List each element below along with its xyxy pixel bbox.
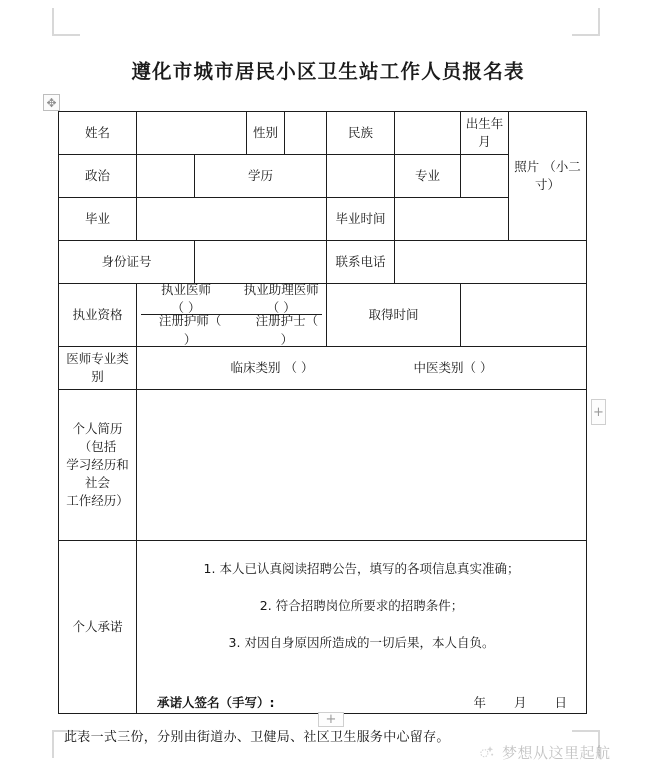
field-gender[interactable]: [285, 112, 327, 155]
label-education: 学历: [195, 155, 327, 198]
insert-row-handle-icon[interactable]: +: [318, 712, 344, 727]
field-political-status[interactable]: [137, 155, 195, 198]
label-political-status: 政治: [59, 155, 137, 198]
signature-date-fields[interactable]: [451, 694, 568, 712]
field-major[interactable]: [461, 155, 509, 198]
field-education[interactable]: [327, 155, 395, 198]
field-obtain-time[interactable]: [461, 284, 587, 347]
option-registered-nurse[interactable]: 注册护士（ ）: [255, 313, 319, 347]
label-signature: 承诺人签名（手写）:: [157, 695, 275, 711]
label-graduation-school: 毕业: [59, 198, 137, 241]
label-birth-date: 出生年月: [461, 112, 509, 155]
field-ethnicity[interactable]: [395, 112, 461, 155]
table-row-political-education: [59, 155, 587, 198]
option-clinical-category[interactable]: 临床类别 （ ）: [230, 359, 314, 375]
commitment-item-1: 1. 本人已认真阅读招聘公告，填写的各项信息真实准确；: [203, 561, 520, 576]
field-name[interactable]: [137, 112, 247, 155]
registration-form-table: [58, 111, 587, 714]
field-graduation-school[interactable]: [137, 198, 327, 241]
commitment-item-3: 3. 对因自身原因所造成的一切后果，本人自负。: [228, 635, 495, 651]
photo-label: 照片: [514, 158, 540, 174]
label-graduation-time: 毕业时间: [327, 198, 395, 241]
label-personal-resume: [59, 390, 137, 541]
label-phone: 联系电话: [327, 241, 395, 284]
table-row-basic-info: [59, 112, 587, 155]
photo-size-label: （小二寸）: [534, 158, 581, 192]
commitment-item-2: 2. 符合招聘岗位所要求的招聘条件；: [259, 598, 464, 614]
table-row-qualification: [59, 284, 587, 347]
insert-column-handle-icon[interactable]: +: [591, 399, 606, 425]
resume-label-line-2: 学习经历和社会: [66, 456, 129, 491]
commitment-content: [137, 541, 587, 714]
label-ethnicity: 民族: [327, 112, 395, 155]
table-row-graduation: [59, 198, 587, 241]
doctor-category-options-group: [137, 347, 587, 390]
watermark: [478, 742, 611, 763]
footer-note: 此表一式三份，分别由街道办、卫健局、社区卫生服务中心留存。: [64, 730, 450, 745]
option-licensed-physician[interactable]: 执业医师（ ）: [160, 281, 211, 315]
signature-row: [141, 694, 582, 712]
field-graduation-time[interactable]: [395, 198, 509, 241]
table-row-commitment: [59, 541, 587, 714]
label-doctor-category: 医师专业类别: [59, 347, 137, 390]
watermark-text: 梦想从这里起航: [502, 744, 611, 762]
label-month: 月: [513, 695, 528, 711]
label-id-number: 身份证号: [59, 241, 195, 284]
crop-mark-top-right: [572, 8, 600, 36]
field-phone[interactable]: [395, 241, 587, 284]
qualification-options-group: [137, 281, 327, 347]
crop-mark-top-left: [52, 8, 80, 36]
sparkle-icon: [478, 744, 495, 761]
table-move-handle-icon[interactable]: ✥: [43, 94, 60, 111]
table-row-id-phone: [59, 241, 587, 284]
field-id-number[interactable]: [195, 241, 327, 284]
label-gender: 性别: [247, 112, 285, 155]
option-registered-senior-nurse[interactable]: 注册护师（ ）: [158, 313, 222, 347]
label-obtain-time: 取得时间: [327, 284, 461, 347]
page-title: 遵化市城市居民小区卫生站工作人员报名表: [131, 60, 525, 83]
label-day: 日: [554, 695, 568, 711]
label-name: 姓名: [59, 112, 137, 155]
label-personal-commitment: 个人承诺: [59, 541, 137, 714]
photo-placeholder-cell[interactable]: [509, 112, 587, 241]
label-practice-qualification: 执业资格: [59, 284, 137, 347]
option-assistant-physician[interactable]: 执业助理医师（ ）: [243, 281, 319, 315]
label-year: 年: [473, 695, 487, 711]
field-personal-resume[interactable]: [137, 390, 587, 541]
table-row-resume: [59, 390, 587, 541]
resume-label-line-1: 个人简历（包括: [72, 420, 123, 454]
label-major: 专业: [395, 155, 461, 198]
option-tcm-category[interactable]: 中医类别（ ）: [413, 359, 493, 375]
resume-label-line-3: 工作经历）: [66, 493, 129, 509]
table-row-doctor-category: [59, 347, 587, 390]
